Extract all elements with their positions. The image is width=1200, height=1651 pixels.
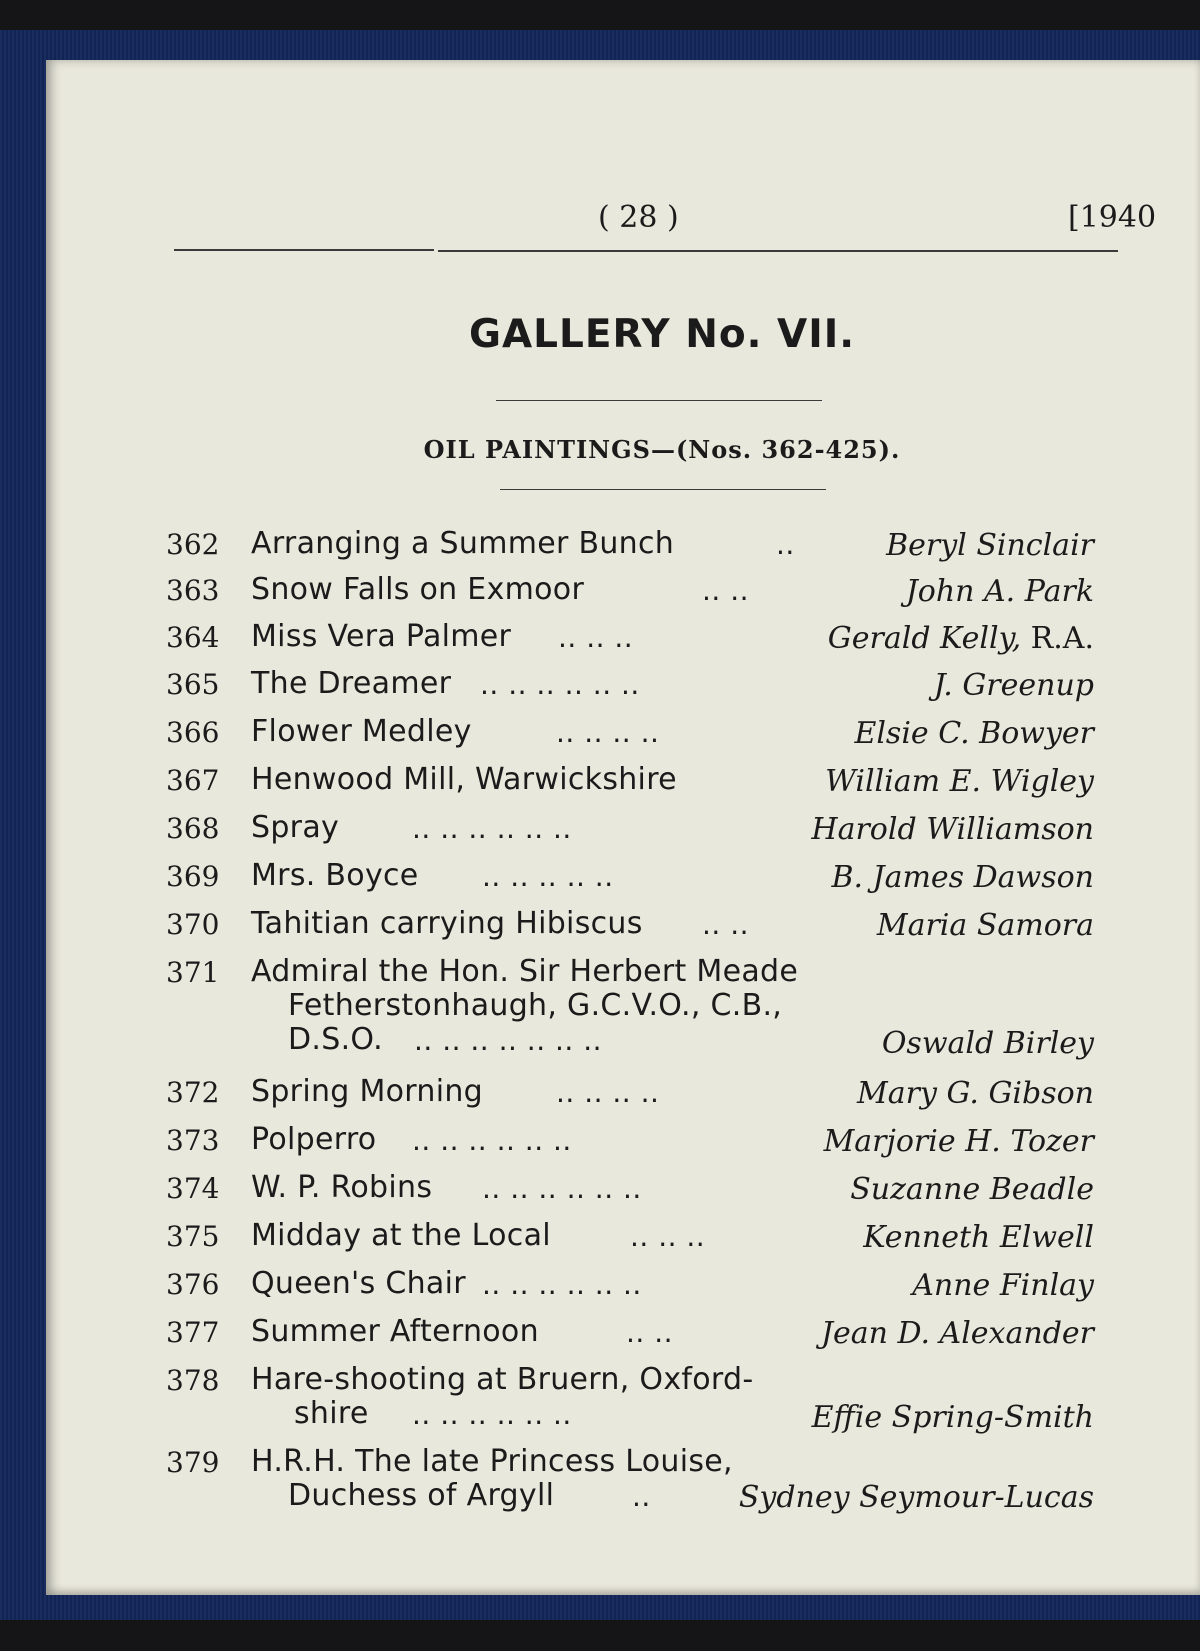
entry-artist: Beryl Sinclair [886,528,1094,563]
artist-name: Gerald Kelly, [827,621,1022,656]
header-rule-right [438,250,1118,252]
entry-title: Queen's Chair [251,1266,466,1301]
entry-title: Mrs. Boyce [251,858,419,893]
entry-number: 366 [166,716,220,749]
entry-number: 365 [166,668,220,701]
entry-title-continuation: shire [294,1396,369,1431]
entry-artist: Sydney Seymour-Lucas [738,1480,1094,1515]
dot-leader: .. .. .. .. .. .. [482,1268,642,1301]
entry-number: 362 [166,528,220,561]
dot-leader: .. .. .. .. .. .. [412,1124,572,1157]
entry-title: H.R.H. The late Princess Louise, [251,1444,733,1479]
dot-leader: .. .. .. .. [556,1076,660,1109]
entry-number: 378 [166,1364,220,1397]
entry-artist [594,621,1094,656]
entry-artist: Effie Spring-Smith [811,1400,1094,1435]
entry-number: 376 [166,1268,220,1301]
gallery-title: GALLERY No. VII. [468,312,856,357]
entry-title-continuation: Duchess of Argyll [288,1478,555,1513]
entry-title: Summer Afternoon [251,1314,539,1349]
entry-artist: Jean D. Alexander [820,1316,1094,1351]
entry-number: 377 [166,1316,220,1349]
dot-leader: .. .. .. [558,621,634,654]
entry-number: 374 [166,1172,220,1205]
dot-leader: .. .. [626,1316,674,1349]
header-rule-left [174,249,434,251]
entry-title-continuation: Fetherstonhaugh, G.C.V.O., C.B., [288,988,783,1023]
entry-artist: Elsie C. Bowyer [854,716,1094,751]
dot-leader: .. [632,1480,651,1513]
entry-title: Polperro [251,1122,377,1157]
dot-leader: .. .. .. .. .. .. [482,1172,642,1205]
entry-artist: Mary G. Gibson [857,1076,1094,1111]
dot-leader: .. .. [702,574,750,607]
dot-leader: .. .. .. .. .. [482,860,614,893]
entry-number: 369 [166,860,220,893]
entry-title: Flower Medley [251,714,472,749]
entry-artist: Oswald Birley [881,1026,1094,1061]
catalogue-page [46,60,1200,1595]
dot-leader: .. .. .. .. .. .. .. [414,1024,603,1057]
entry-title: Tahitian carrying Hibiscus [251,906,643,941]
dot-leader: .. .. [702,908,750,941]
entry-number: 370 [166,908,220,941]
entry-number: 371 [166,956,220,989]
entry-artist: Anne Finlay [912,1268,1094,1303]
entry-title: Miss Vera Palmer [251,619,512,654]
entry-title: Henwood Mill, Warwickshire [251,762,677,797]
entry-artist: Maria Samora [876,908,1094,943]
entry-number: 368 [166,812,220,845]
entry-title: Spray [251,810,340,845]
entry-number: 364 [166,621,220,654]
artist-honour: R.A. [1030,621,1094,656]
entry-title: Snow Falls on Exmoor [251,572,585,607]
dot-leader: .. .. .. .. .. .. [412,1398,572,1431]
dot-leader: .. .. .. .. .. .. [480,668,640,701]
entry-artist: William E. Wigley [825,764,1094,799]
entry-title: The Dreamer [251,666,452,701]
entry-title: Midday at the Local [251,1218,551,1253]
entry-number: 367 [166,764,220,797]
entry-number: 363 [166,574,220,607]
entry-artist: B. James Dawson [831,860,1094,895]
entry-title: Admiral the Hon. Sir Herbert Meade [251,954,799,989]
entry-number: 372 [166,1076,220,1109]
dot-leader: .. [776,528,795,561]
entry-title-continuation: D.S.O. [288,1022,383,1057]
dot-leader: .. .. .. [630,1220,706,1253]
dot-leader: .. .. .. .. .. .. [412,812,572,845]
entry-artist: Harold Williamson [811,812,1094,847]
page-number: ( 28 ) [598,200,679,235]
entry-artist: Kenneth Elwell [863,1220,1094,1255]
entry-number: 375 [166,1220,220,1253]
subtitle-rule [500,489,826,490]
year-marker: [1940 [1068,200,1157,235]
entry-number: 373 [166,1124,220,1157]
entry-artist: Marjorie H. Tozer [823,1124,1094,1159]
dot-leader: .. .. .. .. [556,716,660,749]
entry-number: 379 [166,1446,220,1479]
section-subtitle: OIL PAINTINGS—(Nos. 362-425). [423,435,901,464]
entry-title: W. P. Robins [251,1170,433,1205]
entry-title: Spring Morning [251,1074,483,1109]
title-rule [496,400,822,401]
entry-artist: John A. Park [905,574,1094,609]
entry-artist: Suzanne Beadle [850,1172,1094,1207]
entry-artist: J. Greenup [933,668,1094,703]
entry-title: Hare-shooting at Bruern, Oxford- [251,1362,754,1397]
entry-title: Arranging a Summer Bunch [251,526,675,561]
